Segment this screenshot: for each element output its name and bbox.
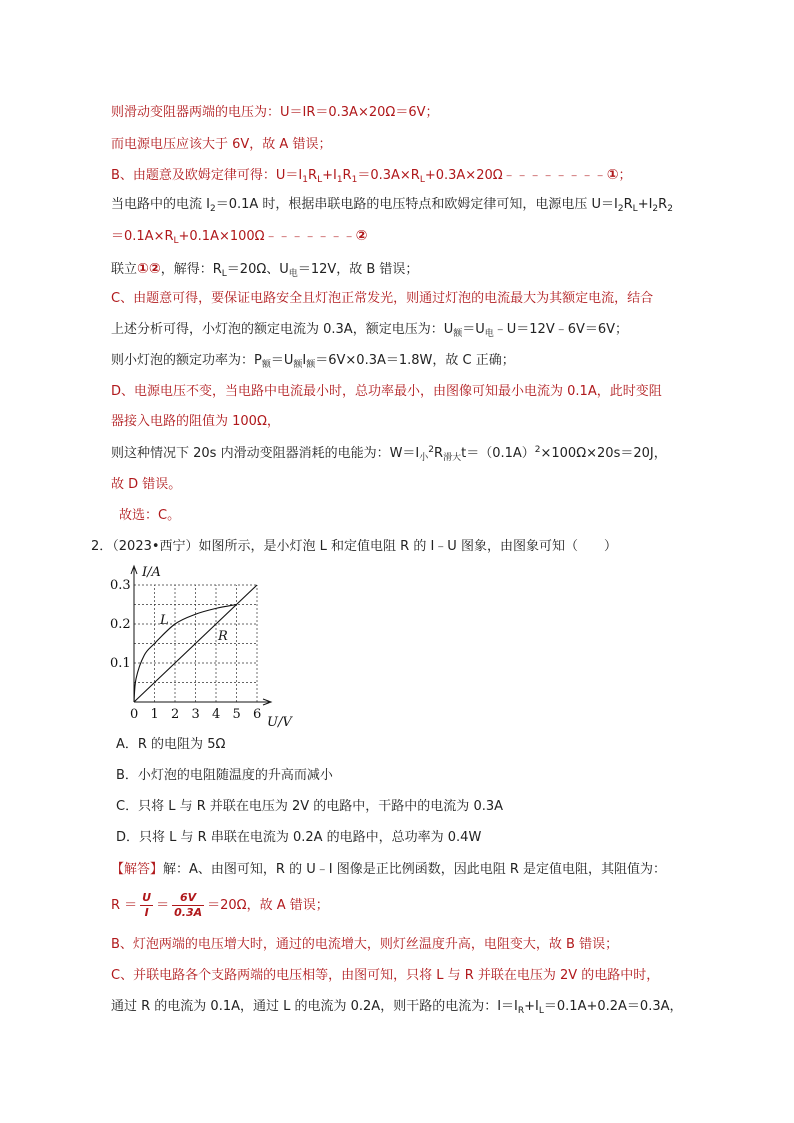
x-tick-label: 3 bbox=[191, 707, 200, 722]
solution-line-1: 则滑动变阻器两端的电压为：U＝IR＝0.3A×20Ω＝6V； bbox=[111, 105, 439, 120]
iu-chart bbox=[110, 562, 310, 732]
question-2-stem: 2．（2023•西宁）如图所示，是小灯泡 L 和定值电阻 R 的 I﹣U 图象，由图象可知（ ） bbox=[91, 539, 617, 554]
solution-line-8: 上述分析可得，小灯泡的额定电流为 0.3A，额定电压为：$U_额=U_电﹣U=12V﹣6V=6V$； bbox=[111, 322, 629, 339]
solution-line-10: D、电源电压不变，当电路中电流最小时，总功率最小，由图像可知最小电流为 0.1A，此时变阻 bbox=[111, 384, 662, 399]
circled-one: ① bbox=[606, 167, 619, 183]
y-tick-label: 0.3 bbox=[110, 578, 131, 593]
x-tick-label: 4 bbox=[212, 707, 221, 722]
solution-line-4: 当电路中的电流 $I_2=0.1A$ 时，根据串联电路的电压特点和欧姆定律可知，电源电压 $U=I_2R_L+I_2R_2$ bbox=[111, 197, 673, 214]
x-tick-label: 5 bbox=[232, 707, 241, 722]
y-tick-label: 0.1 bbox=[110, 656, 131, 671]
answer-line-4: C、并联电路各个支路两端的电压相等，由图可知，只将 L 与 R 并联在电压为 2V 的电路中时， bbox=[111, 968, 660, 983]
solution-line-11: 器接入电路的阻值为 100Ω， bbox=[111, 414, 280, 429]
answer-line-5: 通过 R 的电流为 0.1A，通过 L 的电流为 0.2A，则干路的电流为：$I=I_R+I_L=0.1A+0.2A=0.3A$， bbox=[111, 999, 683, 1016]
x-tick-label: 1 bbox=[150, 707, 159, 722]
series-label-L: L bbox=[160, 613, 169, 628]
x-tick-label: 0 bbox=[130, 707, 139, 722]
option-d: D．只将 L 与 R 串联在电流为 0.2A 的电路中，总功率为 0.4W bbox=[116, 830, 482, 845]
solution-answer: 故选：C。 bbox=[119, 508, 181, 523]
x-tick-label: 2 bbox=[171, 707, 180, 722]
answer-tag: 【解答】 bbox=[111, 862, 164, 877]
solution-line-3: B、由题意及欧姆定律可得：$U=I_1R_L+I_1R_1=0.3A\times R_L+0.3A\times 20\Omega﹣﹣﹣﹣﹣﹣﹣﹣①$； bbox=[111, 167, 632, 185]
series-label-R: R bbox=[218, 629, 228, 644]
solution-line-12: 则这种情况下 20s 内滑动变阻器消耗的电能为：$W=I_小^2R_{滑大}t=(0.1A)^2\times 100\Omega\times 20s=20J$， bbox=[111, 445, 667, 463]
solution-line-6: 联立①②，解得：$R_L=20\Omega$、$U_电=12V$，故 B 错误； bbox=[111, 261, 419, 279]
solution-line-9: 则小灯泡的额定功率为：$P_额=U_额I_额=6V\times 0.3A=1.8W$，故 C 正确； bbox=[111, 353, 515, 370]
solution-line-7: C、由题意可得，要保证电路安全且灯泡正常发光，则通过灯泡的电流最大为其额定电流，结合 bbox=[111, 291, 654, 306]
option-c: C．只将 L 与 R 并联在电压为 2V 的电路中，干路中的电流为 0.3A bbox=[116, 799, 504, 814]
option-b: B．小灯泡的电阻随温度的升高而减小 bbox=[116, 768, 333, 783]
y-tick-label: 0.2 bbox=[110, 617, 131, 632]
solution-line-5: $=0.1A\times R_L+0.1A\times 100\Omega﹣﹣﹣﹣﹣﹣﹣②$ bbox=[111, 228, 368, 246]
answer-line-1: 【解答】解：A、由图可知，R 的 U﹣I 图像是正比例函数，因此电阻 R 是定值电阻，其阻值为： bbox=[111, 862, 666, 877]
x-axis-label: U/V bbox=[267, 715, 292, 730]
solution-line-2: 而电源电压应该大于 6V，故 A 错误； bbox=[111, 137, 332, 152]
x-tick-label: 6 bbox=[253, 707, 262, 722]
answer-line-2: R ＝ $\frac{U}{I}$ ＝ $\frac{6V}{0.3A}$ ＝20Ω，故 A 错误； bbox=[111, 891, 329, 919]
option-a: A．R 的电阻为 5Ω bbox=[116, 737, 226, 752]
fraction-u-over-i: $\frac{U}{I}$ bbox=[142, 891, 152, 919]
fraction-6v-over-03a: $\frac{6V}{0.3A}$ bbox=[174, 891, 203, 919]
circled-two: ② bbox=[355, 228, 368, 244]
answer-line-3: B、灯泡两端的电压增大时，通过的电流增大，则灯丝温度升高，电阻变大，故 B 错误； bbox=[111, 937, 619, 952]
y-axis-label: I/A bbox=[142, 565, 161, 580]
solution-line-13: 故 D 错误。 bbox=[111, 477, 182, 492]
chart-ticks bbox=[110, 578, 261, 722]
